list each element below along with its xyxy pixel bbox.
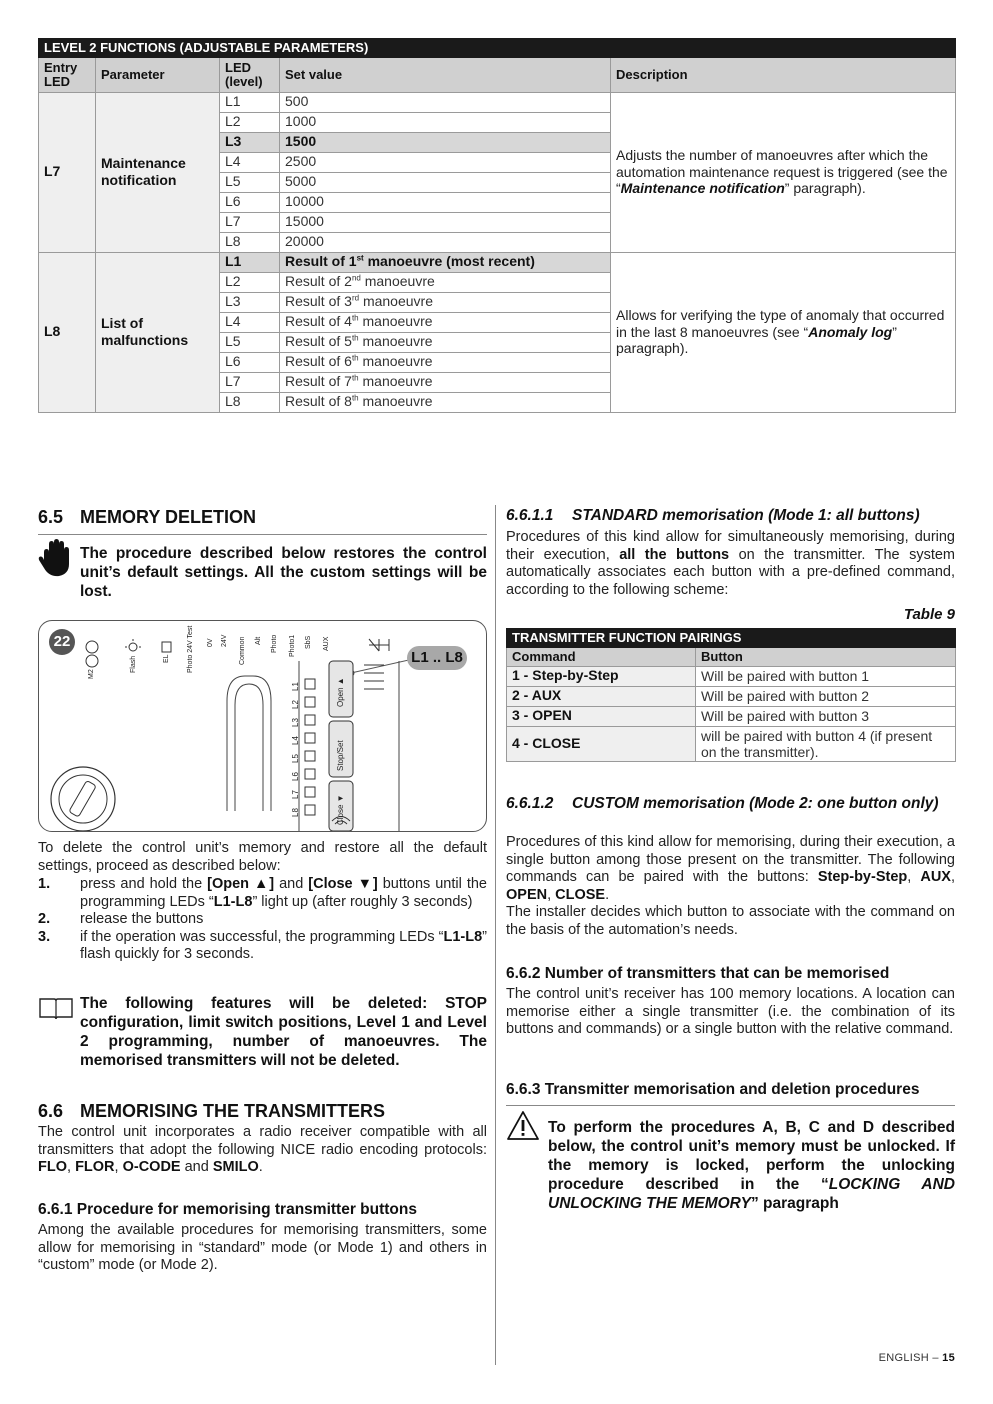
set-value: 500 (280, 92, 611, 112)
terminal-label: M2 (88, 669, 95, 679)
button-cell: Will be paired with button 1 (696, 666, 956, 686)
button-cell: Will be paired with button 2 (696, 686, 956, 706)
led-level: L6 (220, 352, 280, 372)
section-heading-6-6-1-2: 6.6.1.2 CUSTOM memorisation (Mode 2: one button only) (506, 795, 939, 812)
memory-locations-paragraph: The control unit’s receiver has 100 memory locations. A location can memorise either a single transmitter (i.e. the combination of its buttons and commands) or a single button with the relative command. (506, 986, 955, 1037)
set-value: Result of 6th manoeuvre (280, 352, 611, 372)
set-value: 5000 (280, 172, 611, 192)
figure-22-control-board (38, 620, 487, 832)
radio-receiver-paragraph: The control unit incorporates a radio receiver compatible with all transmitters that adopt the following NICE radio encoding protocols: FLO, FLOR, O-CODE and SMILO. (38, 1124, 487, 1175)
section-heading-6-6-1: 6.6.1 Procedure for memorising transmitter buttons (38, 1201, 417, 1218)
paragraph-reference: LOCKING AND UNLOCKING THE MEMORY (548, 1176, 955, 1212)
standard-memorisation-paragraph: Procedures of this kind allow for simultaneously memorising, during their execution, all the buttons on the transmitter. The system automatically associates each button with a pre-defined command, according to the following scheme: (506, 529, 955, 598)
stop-hand-icon (38, 538, 72, 578)
led-level: L1 (220, 252, 280, 272)
led-range-badge: L1 .. L8 (407, 646, 467, 670)
led-level: L3 (220, 292, 280, 312)
warning-triangle-icon (506, 1110, 540, 1142)
memorising-procedures-paragraph: Among the available procedures for memorising transmitters, some allow for memorising in “standard” mode (or Mode 1) and others in “custom” mode (or Mode 2). (38, 1222, 487, 1273)
set-value: 1500 (280, 132, 611, 152)
terminal-label: Photo 24V Test (187, 625, 194, 673)
led-level: L6 (220, 192, 280, 212)
custom-memorisation-paragraph: Procedures of this kind allow for memorising, during their execution, a single button among those present on the transmitter. The following commands can be paired with the buttons: Step-by-Step, AUX, OPEN, CLOSE. (506, 834, 955, 903)
set-value: Result of 4th manoeuvre (280, 312, 611, 332)
command-cell: 3 - OPEN (507, 706, 696, 726)
list-item: 2. release the buttons (38, 911, 204, 927)
led-level: L8 (220, 232, 280, 252)
led-level: L5 (220, 172, 280, 192)
led-level: L1 (220, 92, 280, 112)
set-value: Result of 3rd manoeuvre (280, 292, 611, 312)
led-level: L2 (220, 272, 280, 292)
parameter-name: Maintenance notification (96, 92, 220, 252)
section-heading-6-6-3: 6.6.3 Transmitter memorisation and deletion procedures (506, 1080, 955, 1106)
set-value: Result of 1st manoeuvre (most recent) (280, 252, 611, 272)
led-label: L6 (291, 772, 300, 781)
memory-unlock-warning: To perform the procedures A, B, C and D described below, the control unit’s memory must be unlocked. If the memory is locked, perform the unlocking procedure described in the “LOCKING AND UNLOCKING THE MEMORY” paragraph (548, 1119, 955, 1212)
level2-table-title: LEVEL 2 FUNCTIONS (ADJUSTABLE PARAMETERS) (39, 39, 956, 58)
led-label: L2 (291, 700, 300, 709)
figure-number: 22 (49, 629, 75, 655)
transmitter-pairings-table (506, 628, 956, 762)
entry-led: L7 (39, 92, 96, 252)
description: Allows for verifying the type of anomaly that occurred in the last 8 manoeuvres (see “Anomaly log” paragraph). (611, 252, 956, 412)
section-heading-6-6: 6.6 MEMORISING THE TRANSMITTERS (38, 1101, 385, 1121)
command-cell: 2 - AUX (507, 686, 696, 706)
set-value: 20000 (280, 232, 611, 252)
terminal-label: 0V (207, 638, 214, 647)
header-entry-led: Entry LED (39, 57, 96, 92)
memory-deletion-warning: The procedure described below restores the control unit’s default settings. All the custom settings will be lost. (80, 545, 487, 600)
paragraph-reference: Maintenance notification (620, 180, 785, 197)
terminal-label: Alt (255, 636, 262, 645)
led-label: L1 (291, 682, 300, 691)
header-description: Description (611, 57, 956, 92)
description: Adjusts the number of manoeuvres after which the automation maintenance request is triggered (see the “Maintenance notification” paragraph). (611, 92, 956, 252)
button-cell: Will be paired with button 3 (696, 706, 956, 726)
set-value: Result of 8th manoeuvre (280, 392, 611, 412)
parameter-name: List of malfunctions (96, 252, 220, 412)
led-level: L4 (220, 312, 280, 332)
open-book-icon (38, 996, 74, 1020)
memory-deletion-note: The following features will be deleted: STOP configuration, limit switch positions, Level 1 and Level 2 programming, number of manoeuvres. The memorised transmitters will not be deleted. (80, 995, 487, 1069)
led-level: L7 (220, 212, 280, 232)
paragraph-reference: Anomaly log (808, 323, 893, 340)
terminal-label: Flash (130, 655, 137, 673)
installer-decides-paragraph: The installer decides which button to associate with the command on the basis of the automation’s needs. (506, 904, 955, 938)
memory-deletion-intro: To delete the control unit’s memory and restore all the default settings, proceed as described below: (38, 840, 487, 874)
set-value: 15000 (280, 212, 611, 232)
header-led-level: LED (level) (220, 57, 280, 92)
header-command: Command (507, 647, 696, 666)
set-value: Result of 7th manoeuvre (280, 372, 611, 392)
terminal-label: SbS (305, 635, 312, 649)
terminal-label: AUX (323, 636, 330, 651)
led-label: L7 (291, 790, 300, 799)
section-heading-6-6-2: 6.6.2 Number of transmitters that can be memorised (506, 965, 890, 982)
set-value: 1000 (280, 112, 611, 132)
column-divider (495, 505, 496, 1365)
list-item: 1. press and hold the [Open ▲] and [Close ▼] buttons until the programming LEDs “L1-L8” light up (after roughly 3 seconds) (38, 876, 487, 910)
led-level: L7 (220, 372, 280, 392)
led-level: L4 (220, 152, 280, 172)
table-row (507, 666, 956, 686)
entry-led: L8 (39, 252, 96, 412)
stop-set-button-label: Stop/Set (336, 740, 345, 771)
table-9-title: TRANSMITTER FUNCTION PAIRINGS (507, 629, 956, 648)
led-level: L8 (220, 392, 280, 412)
led-label: L4 (291, 736, 300, 745)
table-row (39, 92, 956, 112)
led-label: L3 (291, 718, 300, 727)
led-level: L2 (220, 112, 280, 132)
open-button-label: Open ▲ (336, 677, 345, 707)
terminal-label: Common (239, 636, 246, 665)
led-level: L5 (220, 332, 280, 352)
terminal-label: EL (163, 654, 170, 663)
button-cell: will be paired with button 4 (if present on the transmitter). (696, 726, 956, 761)
table-row (507, 726, 956, 761)
section-heading-6-5: 6.5 MEMORY DELETION (38, 506, 487, 535)
header-set-value: Set value (280, 57, 611, 92)
table-row-default (39, 252, 956, 272)
section-heading-6-6-1-1: 6.6.1.1 STANDARD memorisation (Mode 1: all buttons) (506, 507, 920, 524)
terminal-label: 24V (221, 634, 228, 647)
led-level: L3 (220, 132, 280, 152)
header-button: Button (696, 647, 956, 666)
level2-functions-table (38, 38, 956, 413)
memory-deletion-steps (38, 876, 487, 964)
page-number: 15 (942, 1352, 955, 1364)
terminal-label: Photo (271, 634, 278, 653)
list-item: 3. if the operation was successful, the programming LEDs “L1-L8” flash quickly for 3 seconds. (38, 928, 487, 962)
page-footer: ENGLISH – 15 (878, 1352, 955, 1364)
set-value: Result of 5th manoeuvre (280, 332, 611, 352)
command-cell: 1 - Step-by-Step (507, 666, 696, 686)
table-9-caption: Table 9 (903, 606, 955, 623)
close-button-label: Close ▼ (336, 794, 345, 825)
table-row (507, 686, 956, 706)
set-value: 2500 (280, 152, 611, 172)
command-cell: 4 - CLOSE (507, 726, 696, 761)
led-label: L8 (291, 808, 300, 817)
header-parameter: Parameter (96, 57, 220, 92)
led-label: L5 (291, 754, 300, 763)
set-value: 10000 (280, 192, 611, 212)
terminal-label: Photo1 (289, 634, 296, 657)
table-row (507, 706, 956, 726)
set-value: Result of 2nd manoeuvre (280, 272, 611, 292)
